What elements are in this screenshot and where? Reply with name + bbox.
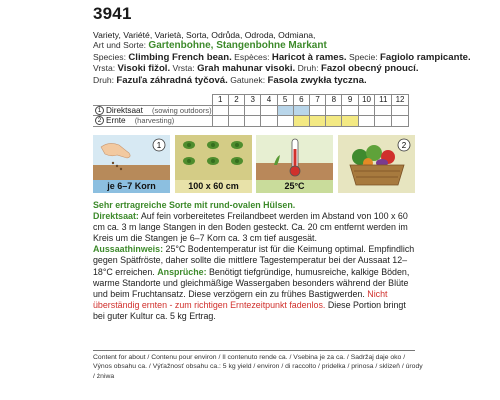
art-line — [93, 40, 453, 51]
vegetable-basket-icon — [338, 135, 415, 193]
month-cell — [392, 105, 409, 116]
ansprueche-label: Ansprüche: — [157, 266, 207, 277]
calendar-row-label — [93, 116, 212, 127]
month-cell — [375, 105, 392, 116]
month-cell — [342, 116, 358, 127]
month-cell — [358, 116, 375, 127]
month-cell — [245, 105, 261, 116]
label: Vrsta: — [172, 63, 195, 74]
calendar-row — [93, 105, 409, 116]
month-header: 11 — [375, 95, 392, 106]
label: Druh: — [93, 74, 115, 85]
caption-temperature: 25°C — [256, 180, 333, 193]
month-cell — [277, 105, 293, 116]
month-cell — [228, 116, 244, 127]
month-cell — [261, 116, 277, 127]
value: Grah mahunar visoki. — [197, 63, 296, 75]
month-header: 8 — [326, 95, 342, 106]
calendar-row — [93, 116, 409, 127]
month-cell — [293, 116, 309, 127]
instruction-pictures — [93, 135, 415, 193]
product-code: 3941 — [93, 4, 132, 23]
value: Fazol obecný pnoucí. — [320, 63, 419, 75]
harvest-warning: Nicht überständig ernten - zum richtigen Erntezeitpunkt fadenlos. — [93, 288, 388, 310]
month-cell — [228, 105, 244, 116]
caption-seeds: je 6–7 Korn — [93, 180, 170, 193]
value: Fagiolo rampicante. — [380, 51, 471, 63]
month-cell — [261, 105, 277, 116]
value: Fazuľa záhradná tyčová. — [116, 74, 228, 86]
direktsaat-text: Auf fein vorbereitetes Freilandbeet werden im Abstand von 100 x 60 cm ca. 3 m lange Stangen in den Boden gesteckt. Ca. 20 cm entfernt werden im Kreis um die Stangen je 6–7 Korn ca. 3 cm tief ausgesät. — [93, 211, 408, 244]
footer-divider — [93, 350, 415, 351]
label: Druh: — [297, 63, 319, 74]
species-line-3 — [93, 51, 471, 63]
picture-sowing — [93, 135, 170, 193]
month-cell — [358, 105, 375, 116]
month-header: 3 — [245, 95, 261, 106]
month-header: 9 — [342, 95, 358, 106]
species-line-5 — [93, 75, 453, 86]
badge-2: 2 — [401, 141, 407, 150]
art-label: Art und Sorte: — [93, 40, 147, 51]
label: Espèces: — [234, 51, 270, 62]
label: Vrsta: — [93, 63, 116, 74]
value: Fasola zwykła tyczna. — [267, 74, 367, 86]
month-header: 7 — [310, 95, 326, 106]
month-header: 4 — [261, 95, 277, 106]
row-label: Ernte — [106, 116, 126, 126]
row-number-badge: 1 — [95, 106, 104, 115]
month-cell — [293, 105, 309, 116]
month-header: 2 — [228, 95, 244, 106]
paragraph-direktsaat — [93, 211, 415, 244]
month-cell — [212, 105, 228, 116]
calendar-corner — [93, 95, 212, 106]
month-cell — [342, 105, 358, 116]
label: Gatunek: — [230, 74, 266, 85]
sowing-calendar — [93, 94, 409, 127]
value: Climbing French bean. — [128, 51, 232, 63]
label: Species: — [93, 51, 126, 62]
label: Specie: — [348, 51, 378, 62]
paragraph-aussaat — [93, 244, 415, 322]
month-cell — [310, 116, 326, 127]
picture-harvest — [338, 135, 415, 193]
variety-line: Variety, Variété, Varietà, Sorta, Odrůda, Odroda, Odmiana, — [93, 30, 316, 40]
ansprueche-text: Benötigt tiefgründige, humusreiche, kalkige Böden, warme Standorte und gleichmäßige Wassergaben besonders während der Blüte und beim Fruchtansatz. Diese verzögern ein zu frühes Bastigwerden. — [93, 266, 410, 299]
footer-line-2: Výnos obsahu ca. / Výťažnosť obsahu ca.: 5 kg yield / environ / di raccolto / pridelka / prinosa / sklizeň / úrody / żniwa — [93, 363, 423, 380]
badge-1: 1 — [156, 141, 162, 150]
aussaat-label: Aussaathinweis: — [93, 244, 164, 255]
picture-spacing — [175, 135, 252, 193]
calendar-header-row — [93, 95, 409, 106]
picture-temperature — [256, 135, 333, 193]
month-cell — [326, 116, 342, 127]
footer-line-1: Content for about / Contenu pour environ / Il contenuto rende ca. / Vsebina je za ca. / Sadržaj daje oko / — [93, 354, 406, 361]
footer — [93, 353, 423, 381]
row-label: Direktsaat — [106, 105, 143, 115]
month-cell — [277, 116, 293, 127]
yield-text: Diese Portion bringt bei guter Kultur ca. 5 kg Ertrag. — [93, 299, 406, 321]
species-header — [93, 30, 471, 86]
description-text — [93, 200, 415, 322]
month-cell — [392, 116, 409, 127]
month-header: 1 — [212, 95, 228, 106]
month-cell — [326, 105, 342, 116]
species-line-4 — [93, 63, 453, 74]
month-header: 12 — [392, 95, 409, 106]
month-header: 5 — [277, 95, 293, 106]
row-sub-label: (harvesting) — [134, 116, 175, 126]
aussaat-text: 25°C Bodentemperatur ist für die Keimung optimal. Empfindlich gegen Spätfröste, daher sollte die mittlere Tagestemperatur bei der Aussaat 12–18°C erreichen. — [93, 244, 415, 277]
row-number-badge: 2 — [95, 116, 104, 125]
month-header: 6 — [293, 95, 309, 106]
month-header: 10 — [358, 95, 375, 106]
month-cell — [375, 116, 392, 127]
value: Visoki fižol. — [117, 63, 171, 75]
direktsaat-label: Direktsaat: — [93, 211, 139, 222]
tagline: Sehr ertragreiche Sorte mit rund-ovalen Hülsen. — [93, 200, 296, 210]
value: Haricot à rames. — [271, 51, 347, 63]
month-cell — [212, 116, 228, 127]
row-sub-label: (sowing outdoors) — [151, 105, 212, 115]
month-cell — [310, 105, 326, 116]
caption-spacing: 100 x 60 cm — [175, 180, 252, 193]
calendar-row-label — [93, 105, 212, 116]
art-value: Gartenbohne, Stangenbohne Markant — [148, 40, 327, 52]
month-cell — [245, 116, 261, 127]
